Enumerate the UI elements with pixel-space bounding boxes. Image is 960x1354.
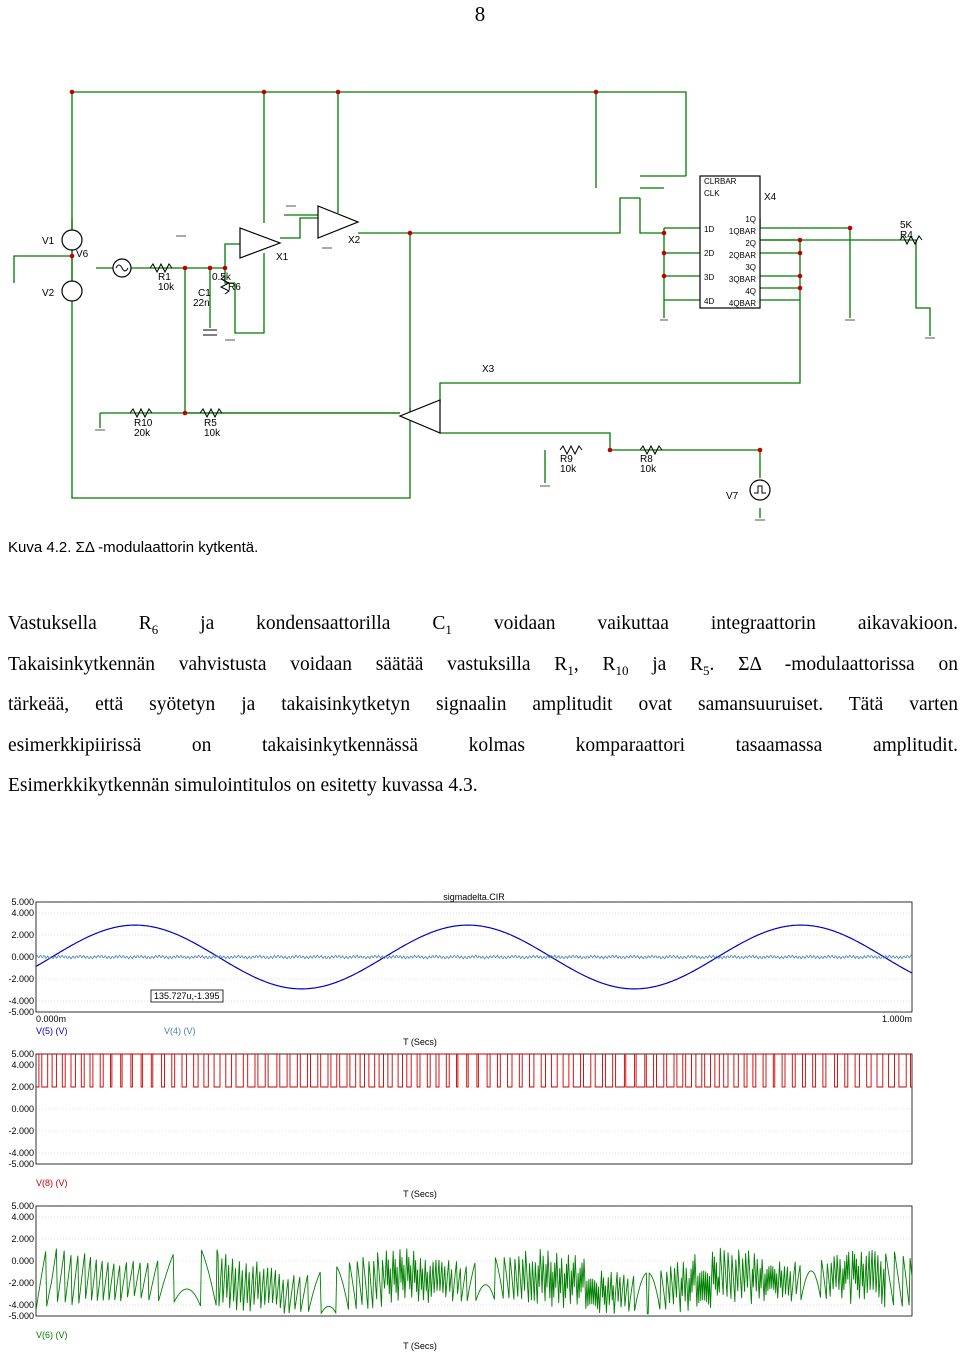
y-tick-label: 4.000 [11, 1212, 34, 1222]
plot-title: sigmadelta.CIR [443, 892, 505, 902]
paragraph-line: tärkeää, että syötetyn ja takaisinkytketyn signaalin amplitudit ovat samansuuruiset. Tätä varten [8, 694, 958, 715]
series-label: V(4) (V) [164, 1026, 196, 1036]
paragraph-line: esimerkkipiirissä on takaisinkytkennässä kolmas komparaattori tasaamassa amplitudit. [8, 734, 958, 756]
y-tick-label: -5.000 [8, 1007, 34, 1017]
trace-v8 [36, 1054, 912, 1087]
label-r8-value: 10k [640, 464, 657, 475]
label-r9: R9 [560, 454, 573, 465]
ff-pin-label: 2QBAR [728, 251, 756, 260]
label-v7: V7 [726, 491, 739, 502]
label-r8: R8 [640, 454, 653, 465]
x-axis-label: T (Secs) [403, 1037, 437, 1047]
simulation-plots [0, 880, 960, 1354]
label-v6: V6 [76, 249, 89, 260]
y-tick-label: -4.000 [8, 1300, 34, 1310]
ff-pin-label: 4QBAR [728, 299, 756, 308]
ff-pin-label: 4D [704, 297, 715, 306]
circuit-schematic [0, 78, 960, 528]
label-r6: R6 [228, 282, 241, 293]
y-tick-label: 5.000 [11, 1201, 34, 1211]
trace-v6 [36, 1248, 912, 1314]
label-r10: R10 [134, 418, 153, 429]
ff-pin-label: CLRBAR [704, 177, 737, 186]
label-r5-value: 10k [204, 428, 221, 439]
body-paragraph [8, 604, 958, 807]
y-tick-label: -4.000 [8, 1148, 34, 1158]
y-tick-label: 2.000 [11, 1082, 34, 1092]
series-label: V(8) (V) [36, 1178, 68, 1188]
y-tick-label: 0.000 [11, 1104, 34, 1114]
y-tick-label: 0.000 [11, 1256, 34, 1266]
ff-pin-label: 1D [704, 225, 715, 234]
label-r10-value: 20k [134, 428, 151, 439]
label-v2: V2 [42, 288, 55, 299]
label-v1: V1 [42, 236, 55, 247]
x-tick-label: 0.000m [36, 1014, 67, 1024]
x-axis-label: T (Secs) [403, 1341, 437, 1351]
ff-pin-label: 1Q [745, 215, 756, 224]
label-r9-value: 10k [560, 464, 577, 475]
label-r1-value: 10k [158, 282, 175, 293]
y-tick-label: -2.000 [8, 1126, 34, 1136]
ff-pin-label: 4Q [745, 287, 756, 296]
y-tick-label: 2.000 [11, 1234, 34, 1244]
cursor-readout: 135.727u,-1.395 [154, 991, 220, 1001]
y-tick-label: 5.000 [11, 1049, 34, 1059]
label-r1: R1 [158, 272, 171, 283]
ff-pin-label: 3QBAR [728, 275, 756, 284]
series-label: V(6) (V) [36, 1330, 68, 1340]
y-tick-label: 4.000 [11, 1060, 34, 1070]
label-r4-value: 5K [900, 220, 913, 231]
y-tick-label: 4.000 [11, 908, 34, 918]
ff-pin-label: 1QBAR [728, 227, 756, 236]
paragraph-line: Takaisinkytkennän vahvistusta voidaan säätää vastuksilla $R_1$, $R_{10}$ ja $R_5$. ΣΔ -modulaattorissa on [8, 653, 958, 678]
ff-pin-label: CLK [704, 189, 720, 198]
y-tick-label: -2.000 [8, 974, 34, 984]
ff-pin-label: 3D [704, 273, 715, 282]
label-c1: C1 [198, 288, 211, 299]
label-x1: X1 [276, 252, 289, 263]
y-tick-label: -5.000 [8, 1159, 34, 1169]
label-r4: R4 [900, 230, 913, 241]
y-tick-label: -5.000 [8, 1311, 34, 1321]
x-axis-label: T (Secs) [403, 1189, 437, 1199]
label-c1-value: 22n [193, 298, 210, 309]
y-tick-label: 2.000 [11, 930, 34, 940]
paragraph-line: Esimerkkikytkennän simulointitulos on esitetty kuvassa 4.3. [8, 775, 478, 796]
label-x2: X2 [348, 235, 361, 246]
label-r6-value: 0.5k [212, 272, 231, 283]
y-tick-label: 0.000 [11, 952, 34, 962]
series-label: V(5) (V) [36, 1026, 68, 1036]
paragraph-line: Vastuksella $R_6$ ja kondensaattorilla $C_1$ voidaan vaikuttaa integraattorin aikavakioon. [8, 613, 958, 637]
page-number: 8 [474, 2, 486, 26]
figure-caption: Kuva 4.2. ΣΔ -modulaattorin kytkentä. [8, 539, 259, 556]
ff-pin-label: 2D [704, 249, 715, 258]
x-tick-label: 1.000m [881, 1014, 912, 1024]
ff-pin-label: 3Q [745, 263, 756, 272]
label-r5: R5 [204, 418, 217, 429]
y-tick-label: 5.000 [11, 897, 34, 907]
label-x3: X3 [482, 364, 495, 375]
y-tick-label: -4.000 [8, 996, 34, 1006]
ff-pin-label: 2Q [745, 239, 756, 248]
label-x4: X4 [764, 192, 777, 203]
y-tick-label: -2.000 [8, 1278, 34, 1288]
